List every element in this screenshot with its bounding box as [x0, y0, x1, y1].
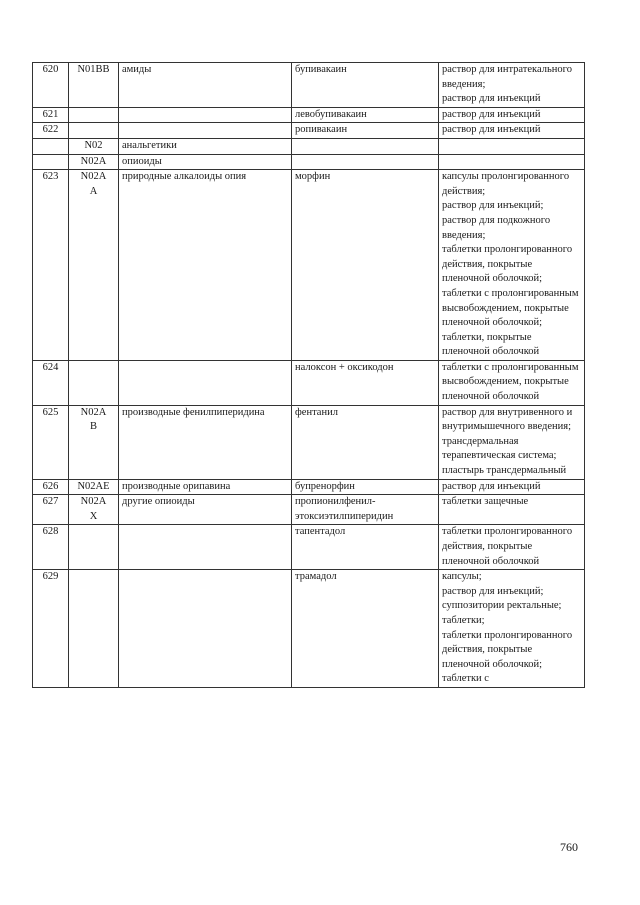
atc-code-cell: [69, 495, 119, 525]
dosage-form-cell: [439, 479, 585, 495]
row-number-cell: [33, 138, 69, 154]
row-number-text: 627: [42, 496, 59, 508]
table-row: [33, 138, 585, 154]
atc-code-cell: [69, 123, 119, 139]
dosage-form-text: раствор для интратекального введения; раствор для инъекций: [442, 64, 572, 105]
dosage-form-cell: [439, 138, 585, 154]
page-number: 760: [560, 840, 578, 854]
row-number-cell: [33, 154, 69, 170]
atc-code-cell: [69, 63, 119, 108]
table-row: [33, 525, 585, 570]
row-number-cell: [33, 170, 69, 361]
table-row: [33, 170, 585, 361]
dosage-form-text: таблетки защечные: [442, 496, 529, 508]
group-name-cell: [119, 525, 292, 570]
group-name-text: амиды: [122, 64, 152, 75]
dosage-form-cell: [439, 170, 585, 361]
row-number-cell: [33, 107, 69, 123]
group-name-text: природные алкалоиды опия: [122, 171, 247, 183]
atc-code-cell: [69, 405, 119, 479]
group-name-cell: [119, 154, 292, 170]
table-row: [33, 63, 585, 108]
group-name-cell: [119, 138, 292, 154]
drug-name-cell: [292, 154, 439, 170]
group-name-text: опиоиды: [122, 155, 162, 167]
drug-name-cell: [292, 570, 439, 688]
dosage-form-cell: [439, 570, 585, 688]
drug-name-text: левобупивакаин: [295, 108, 367, 120]
drug-name-cell: [292, 405, 439, 479]
row-number-text: 625: [42, 406, 59, 418]
atc-code-cell: [69, 479, 119, 495]
drug-name-text: морфин: [295, 171, 331, 183]
group-name-cell: [119, 107, 292, 123]
group-name-text: производные орипавина: [122, 480, 231, 492]
row-number-cell: [33, 360, 69, 405]
row-number-cell: [33, 495, 69, 525]
table-row: [33, 107, 585, 123]
group-name-text: анальгетики: [122, 139, 177, 151]
atc-code-text: N02A: [80, 155, 107, 167]
drug-name-text: пропионилфенил-этоксиэтилпиперидин: [295, 496, 394, 522]
row-number-text: 621: [42, 108, 59, 120]
row-number-text: 623: [42, 171, 59, 183]
drug-name-cell: [292, 479, 439, 495]
drug-name-cell: [292, 170, 439, 361]
row-number-text: 620: [42, 64, 59, 75]
drug-name-text: бупренорфин: [295, 480, 355, 492]
atc-code-cell: [69, 570, 119, 688]
table-row: [33, 360, 585, 405]
group-name-cell: [119, 495, 292, 525]
row-number-text: 622: [42, 124, 59, 136]
table-row: [33, 570, 585, 688]
row-number-cell: [33, 63, 69, 108]
table-body: [33, 63, 585, 688]
drug-name-cell: [292, 123, 439, 139]
atc-code-text: N02: [84, 139, 103, 151]
group-name-cell: [119, 360, 292, 405]
row-number-cell: [33, 405, 69, 479]
drug-name-cell: [292, 107, 439, 123]
atc-code-cell: [69, 360, 119, 405]
drug-name-cell: [292, 63, 439, 108]
atc-code-text: N02AE: [77, 480, 110, 492]
drug-name-cell: [292, 360, 439, 405]
atc-code-cell: [69, 107, 119, 123]
atc-code-cell: [69, 154, 119, 170]
dosage-form-cell: [439, 63, 585, 108]
group-name-cell: [119, 170, 292, 361]
atc-code-cell: [69, 170, 119, 361]
table-row: [33, 154, 585, 170]
dosage-form-text: таблетки пролонгированного действия, покрытые пленочной оболочкой: [442, 526, 573, 567]
row-number-text: 624: [42, 361, 59, 373]
group-name-cell: [119, 479, 292, 495]
dosage-form-text: таблетки с пролонгированным высвобождением, покрытые пленочной оболочкой: [442, 361, 579, 403]
drug-name-text: ропивакаин: [295, 124, 348, 136]
drug-name-cell: [292, 525, 439, 570]
dosage-form-text: раствор для инъекций: [442, 480, 541, 492]
row-number-cell: [33, 570, 69, 688]
drug-name-text: налоксон + оксикодон: [295, 361, 394, 373]
drug-name-text: тапентадол: [295, 526, 346, 538]
dosage-form-cell: [439, 360, 585, 405]
dosage-form-text: раствор для внутривенного и внутримышечного введения; трансдермальная терапевтическая система; пластырь трансдермальный: [442, 406, 573, 477]
dosage-form-cell: [439, 154, 585, 170]
drug-table: [32, 62, 585, 688]
table-row: [33, 405, 585, 479]
atc-code-text: N02A X: [80, 496, 107, 522]
atc-code-cell: [69, 525, 119, 570]
row-number-text: 626: [42, 480, 59, 492]
table-row: [33, 479, 585, 495]
drug-name-cell: [292, 495, 439, 525]
atc-code-cell: [69, 138, 119, 154]
dosage-form-cell: [439, 405, 585, 479]
row-number-text: 629: [42, 571, 59, 583]
drug-name-text: трамадол: [295, 571, 337, 583]
dosage-form-text: капсулы пролонгированного действия; раствор для инъекций; раствор для подкожного введения; таблетки пролонгированного действия, покрытые пленочной оболочкой; таблетки с пролонгированным высвобождением, покрытые пленочной оболочкой; таблетки, покрытые пленочной оболочкой: [442, 171, 579, 358]
table-row: [33, 123, 585, 139]
drug-name-cell: [292, 138, 439, 154]
group-name-cell: [119, 570, 292, 688]
row-number-text: 628: [42, 526, 59, 538]
drug-name-text: фентанил: [295, 406, 338, 418]
group-name-text: производные фенилпиперидина: [122, 406, 265, 418]
dosage-form-text: раствор для инъекций: [442, 108, 541, 120]
group-name-text: другие опиоиды: [122, 496, 195, 508]
row-number-cell: [33, 479, 69, 495]
drug-name-text: бупивакаин: [295, 64, 347, 75]
dosage-form-cell: [439, 107, 585, 123]
dosage-form-cell: [439, 525, 585, 570]
atc-code-text: N02A A: [80, 171, 107, 197]
group-name-cell: [119, 63, 292, 108]
atc-code-text: N02A B: [80, 406, 107, 433]
row-number-cell: [33, 123, 69, 139]
table-row: [33, 495, 585, 525]
dosage-form-text: капсулы; раствор для инъекций; суппозитории ректальные; таблетки; таблетки пролонгированного действия, покрытые пленочной оболочкой; таблетки с: [442, 571, 573, 685]
row-number-cell: [33, 525, 69, 570]
group-name-cell: [119, 123, 292, 139]
dosage-form-text: раствор для инъекций: [442, 124, 541, 136]
dosage-form-cell: [439, 495, 585, 525]
atc-code-text: N01BB: [77, 64, 110, 75]
dosage-form-cell: [439, 123, 585, 139]
group-name-cell: [119, 405, 292, 479]
